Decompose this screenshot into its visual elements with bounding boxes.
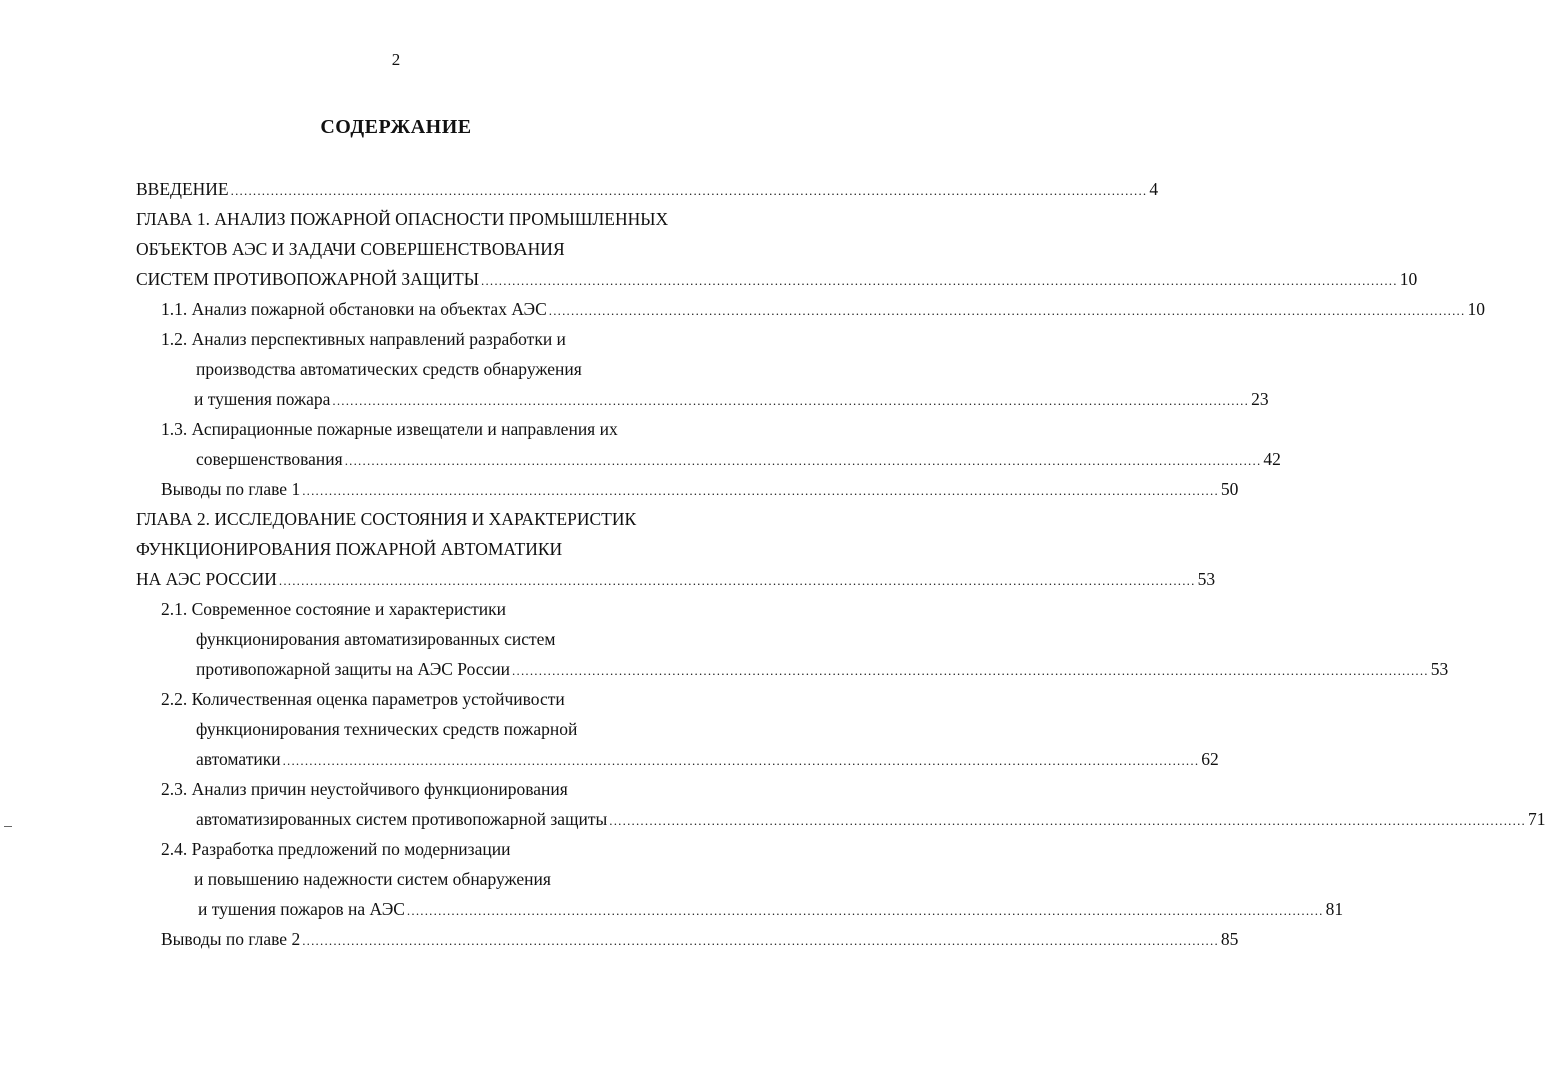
toc-entry-conclusions-2[interactable] <box>161 924 1239 954</box>
toc-entry-label: автоматики <box>196 749 281 769</box>
toc-entry-page: 42 <box>1263 449 1281 469</box>
toc-entry-section-2-2-line-1[interactable]: 2.2. Количественная оценка параметров устойчивости <box>161 689 565 709</box>
dot-leader: .............................................................................................................................................................................................................. <box>302 933 1219 948</box>
toc-entry-chapter-1-line-1[interactable]: ГЛАВА 1. АНАЛИЗ ПОЖАРНОЙ ОПАСНОСТИ ПРОМЫШЛЕННЫХ <box>136 209 669 229</box>
toc-entry-section-1-2-line-2[interactable]: производства автоматических средств обнаружения <box>196 359 582 379</box>
dot-leader: .............................................................................................................................................................................................................. <box>512 663 1429 678</box>
dot-leader: .............................................................................................................................................................................................................. <box>230 183 1148 198</box>
toc-entry-introduction[interactable] <box>136 174 1159 204</box>
toc-entry-page: 85 <box>1220 929 1239 949</box>
toc-entry-section-1-3-line-1[interactable]: 1.3. Аспирационные пожарные извещатели и направления их <box>161 419 618 439</box>
toc-entry-label: Выводы по главе 2 <box>161 929 301 949</box>
toc-entry-label: 1.1. Анализ пожарной обстановки на объектах АЭС <box>161 299 547 319</box>
dot-leader: .............................................................................................................................................................................................................. <box>332 393 1250 408</box>
toc-entry-section-1-1[interactable] <box>161 294 1485 324</box>
toc-title: СОДЕРЖАНИЕ <box>320 116 472 138</box>
toc-entry-label: Выводы по главе 1 <box>161 479 301 499</box>
dot-leader: .............................................................................................................................................................................................................. <box>548 303 1466 318</box>
page-number: 2 <box>391 50 401 69</box>
toc-entry-page: 23 <box>1251 389 1269 409</box>
scan-artifact <box>4 826 12 827</box>
toc-entry-label: и тушения пожара <box>194 389 331 409</box>
toc-entry-label: совершенствования <box>196 449 343 469</box>
toc-entry-section-2-3[interactable] <box>196 804 1545 834</box>
toc-entry-page: 53 <box>1430 659 1449 679</box>
toc-entry-chapter-1-line-2[interactable]: ОБЪЕКТОВ АЭС И ЗАДАЧИ СОВЕРШЕНСТВОВАНИЯ <box>136 239 565 259</box>
dot-leader: .............................................................................................................................................................................................................. <box>282 753 1200 768</box>
toc-entry-section-2-1-line-1[interactable]: 2.1. Современное состояние и характеристики <box>161 599 506 619</box>
toc-entry-section-1-3[interactable] <box>196 444 1281 474</box>
toc-entry-label: НА АЭС РОССИИ <box>136 569 277 589</box>
toc-entry-section-2-3-line-1[interactable]: 2.3. Анализ причин неустойчивого функционирования <box>161 779 568 799</box>
toc-entry-page: 71 <box>1527 809 1545 829</box>
toc-entry-page: 62 <box>1201 749 1219 769</box>
toc-entry-label: ВВЕДЕНИЕ <box>136 179 229 199</box>
toc-entry-label: автоматизированных систем противопожарной защиты <box>196 809 608 829</box>
dot-leader: .............................................................................................................................................................................................................. <box>481 273 1398 288</box>
toc-entry-section-2-2-line-2[interactable]: функционирования технических средств пожарной <box>196 719 578 739</box>
toc-entry-page: 53 <box>1197 569 1216 589</box>
toc-entry-section-2-1-line-2[interactable]: функционирования автоматизированных систем <box>196 629 556 649</box>
toc-entry-page: 10 <box>1467 299 1485 319</box>
toc-entry-chapter-2-line-1[interactable]: ГЛАВА 2. ИССЛЕДОВАНИЕ СОСТОЯНИЯ И ХАРАКТЕРИСТИК <box>136 509 637 529</box>
toc-entry-conclusions-1[interactable] <box>161 474 1239 504</box>
toc-entry-section-1-2-line-1[interactable]: 1.2. Анализ перспективных направлений разработки и <box>161 329 566 349</box>
dot-leader: .............................................................................................................................................................................................................. <box>344 453 1262 468</box>
toc-entry-page: 4 <box>1149 179 1159 199</box>
dot-leader: .............................................................................................................................................................................................................. <box>302 483 1219 498</box>
toc-entry-page: 81 <box>1325 899 1344 919</box>
toc-entry-label: противопожарной защиты на АЭС России <box>196 659 511 679</box>
dot-leader: .............................................................................................................................................................................................................. <box>406 903 1324 918</box>
dot-leader: .............................................................................................................................................................................................................. <box>609 813 1526 828</box>
toc-entry-section-2-1[interactable] <box>196 654 1449 684</box>
toc-entry-section-2-4[interactable] <box>198 894 1344 924</box>
toc-entry-page: 10 <box>1399 269 1418 289</box>
toc-entry-chapter-2[interactable] <box>136 564 1216 594</box>
toc-entry-section-1-2[interactable] <box>194 384 1269 414</box>
toc-entry-label: СИСТЕМ ПРОТИВОПОЖАРНОЙ ЗАЩИТЫ <box>136 269 479 289</box>
toc-entry-section-2-4-line-2[interactable]: и повышению надежности систем обнаружения <box>194 869 551 889</box>
toc-entry-page: 50 <box>1220 479 1239 499</box>
toc-entry-chapter-1[interactable] <box>136 264 1418 294</box>
toc-entry-section-2-4-line-1[interactable]: 2.4. Разработка предложений по модернизации <box>161 839 511 859</box>
dot-leader: .............................................................................................................................................................................................................. <box>278 573 1196 588</box>
toc-entry-label: и тушения пожаров на АЭС <box>198 899 405 919</box>
toc-entry-section-2-2[interactable] <box>196 744 1219 774</box>
toc-entry-chapter-2-line-2[interactable]: ФУНКЦИОНИРОВАНИЯ ПОЖАРНОЙ АВТОМАТИКИ <box>136 539 563 559</box>
